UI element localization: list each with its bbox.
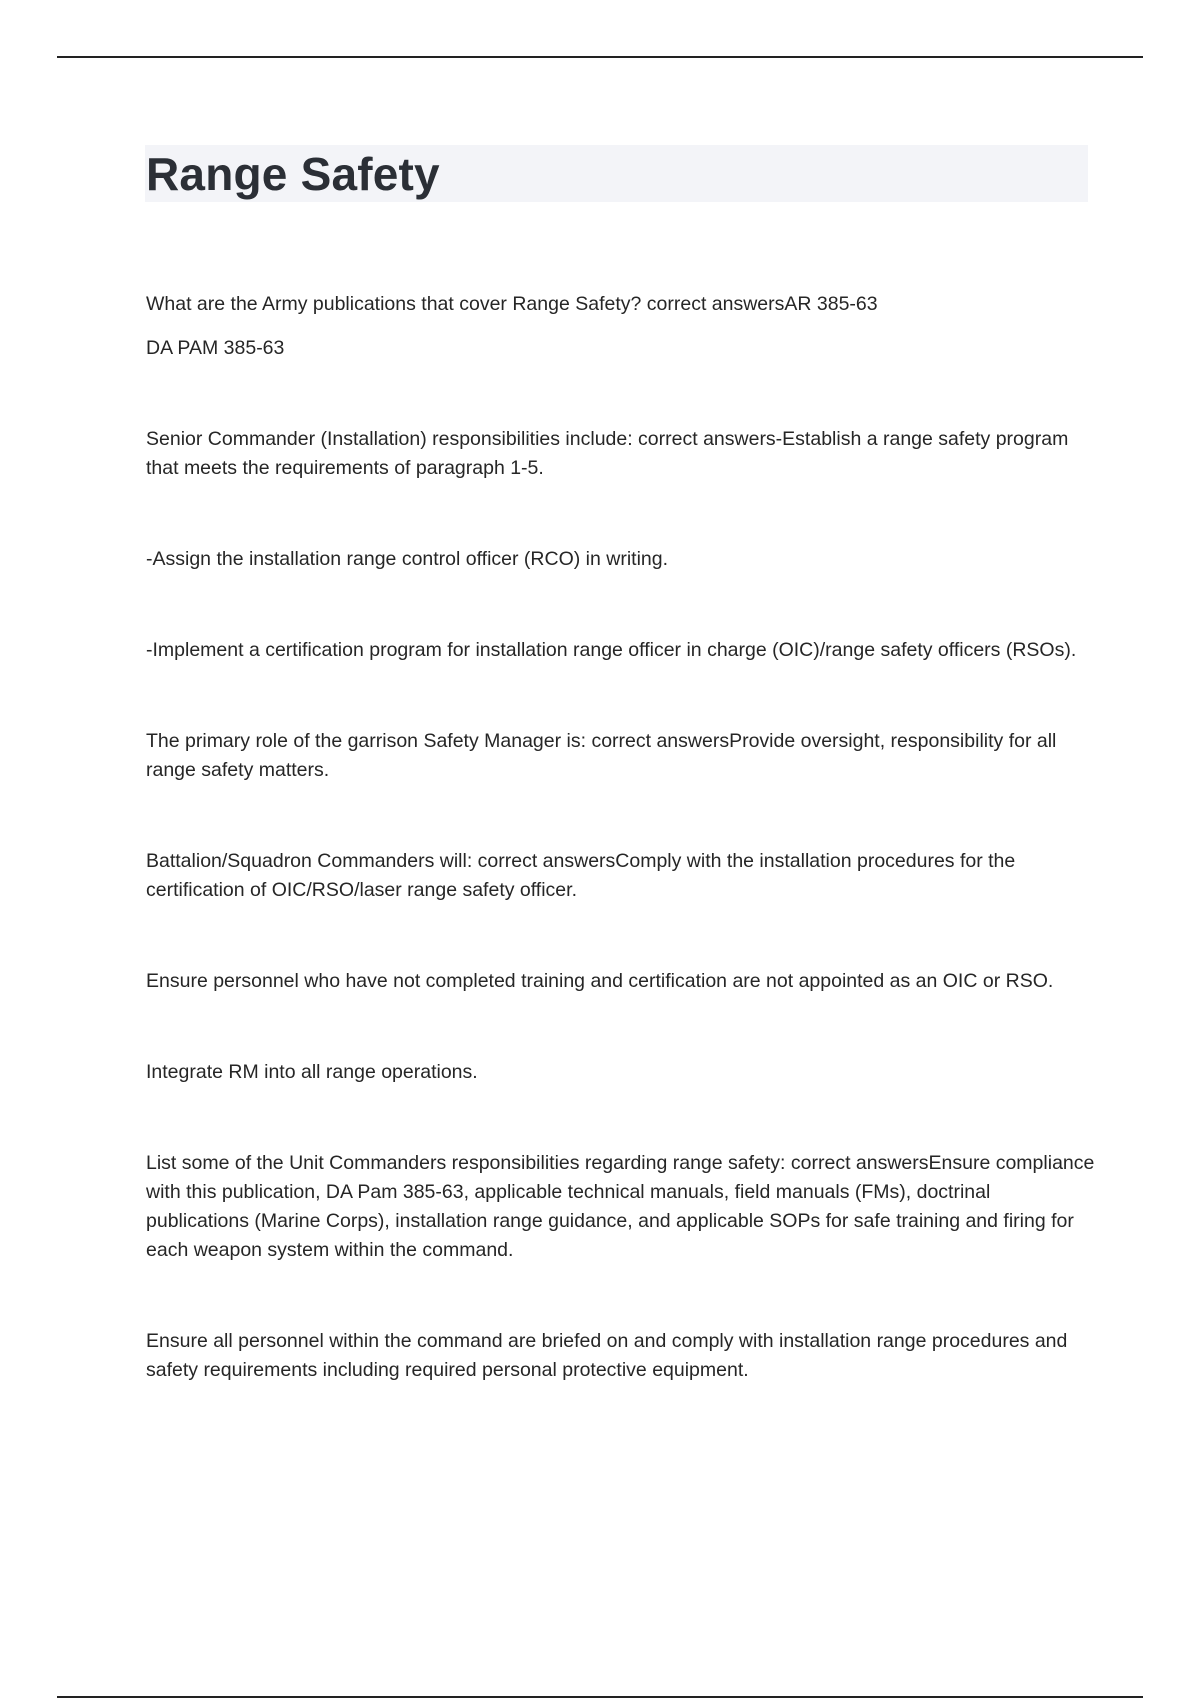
paragraph: Battalion/Squadron Commanders will: correct answersComply with the installation procedures for the certification of OIC/RSO/laser range safety officer. [146,850,1016,901]
paragraph: Ensure all personnel within the command are briefed on and comply with installation range procedures and safety requirements including required personal protective equipment. [146,1330,1068,1381]
paragraph: Senior Commander (Installation) responsibilities include: correct answers-Establish a range safety program that meets the requirements of paragraph 1-5. [146,428,1069,479]
page-title: Range Safety [146,148,440,200]
paragraph: -Implement a certification program for installation range officer in charge (OIC)/range safety officers (RSOs). [146,639,1077,661]
top-divider [57,56,1143,58]
paragraph: -Assign the installation range control officer (RCO) in writing. [146,548,669,570]
bottom-divider [57,1696,1143,1698]
paragraph: What are the Army publications that cover Range Safety? correct answersAR 385-63 [146,293,878,315]
paragraph: Integrate RM into all range operations. [146,1061,478,1083]
paragraph: List some of the Unit Commanders responsibilities regarding range safety: correct answersEnsure compliance with this publication, DA Pam 385-63, applicable technical manuals, field manuals (FMs), doctrinal publications (Marine Corps), installation range guidance, and applicable SOPs for safe training and firing for each weapon system within the command. [146,1152,1095,1261]
paragraph: The primary role of the garrison Safety Manager is: correct answersProvide oversight, responsibility for all range safety matters. [146,730,1057,781]
paragraph: Ensure personnel who have not completed training and certification are not appointed as an OIC or RSO. [146,970,1054,992]
document-body [146,290,1096,1385]
paragraph: DA PAM 385-63 [146,337,285,359]
